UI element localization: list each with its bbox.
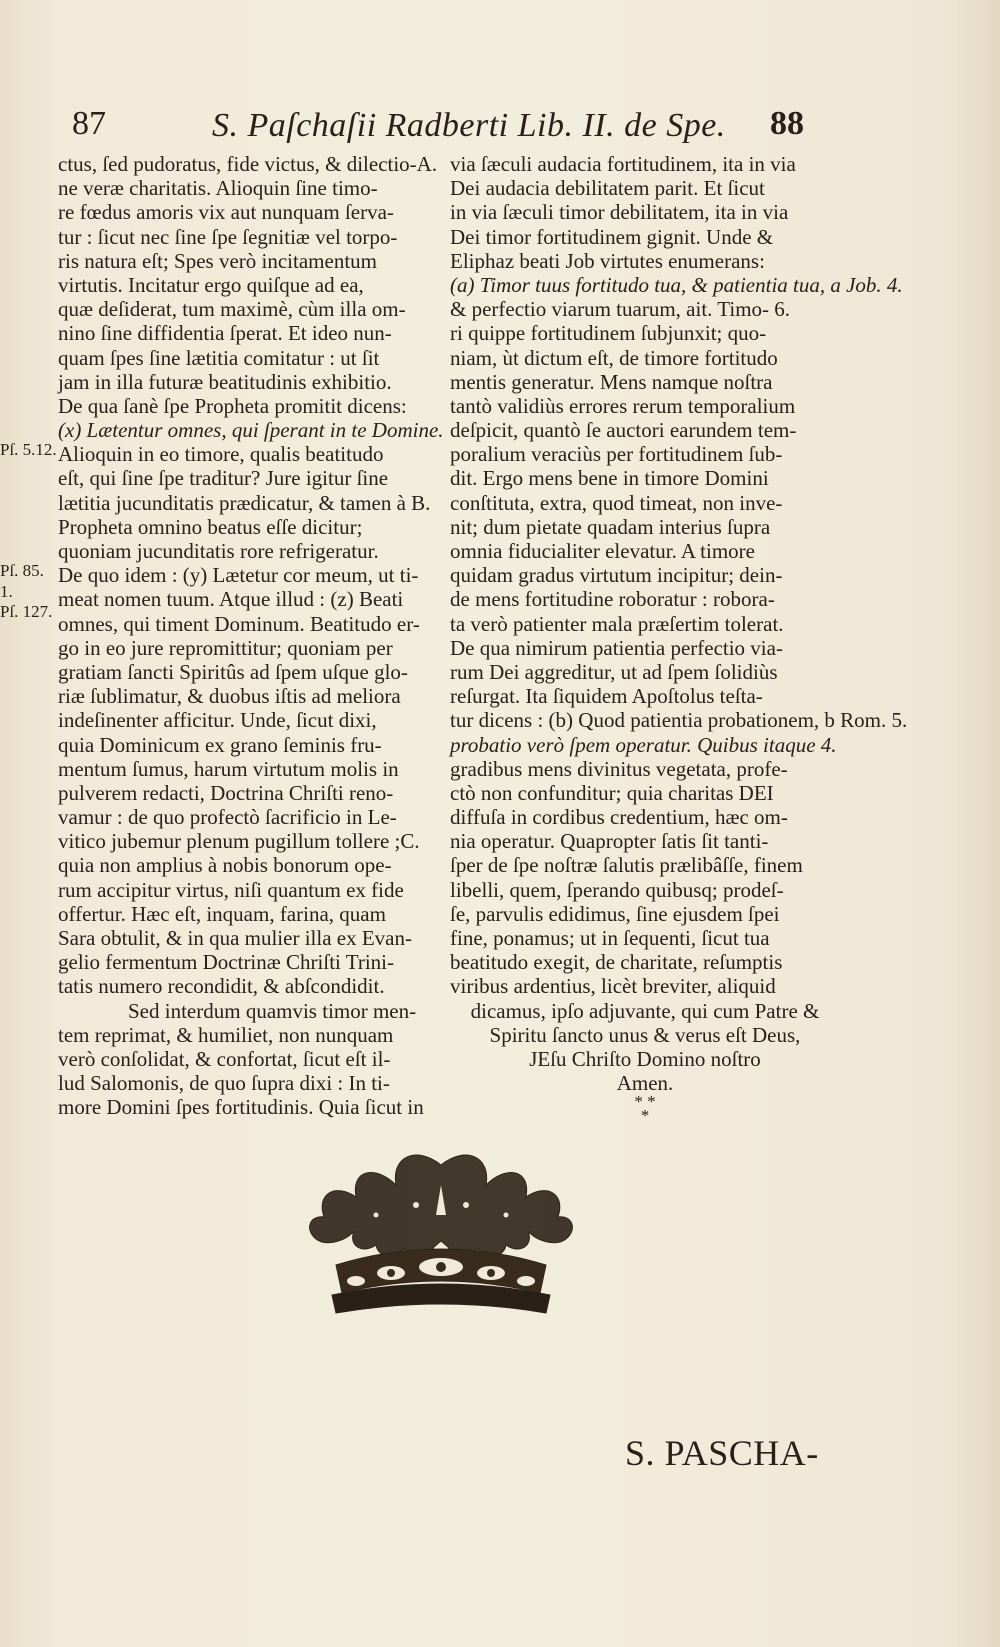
- text-line: vitico jubemur plenum pugillum tollere ;C.: [58, 829, 420, 854]
- text-line: ne veræ charitatis. Alioquin ſine timo-: [58, 176, 378, 201]
- text-line: vamur : de quo profectò ſacrificio in Le-: [58, 805, 397, 830]
- amen-line: Amen.: [616, 1071, 674, 1096]
- text-line: quam ſpes ſine lætitia comitatur : ut ſit: [58, 345, 380, 370]
- text-line: JEſu Chriſto Domino noſtro: [529, 1046, 761, 1071]
- page-header: [0, 105, 1000, 151]
- text-line: Dei audacia debilitatem parit. Et ſicut: [450, 176, 765, 201]
- text-line: ſe, parvulis edidimus, ſine ejusdem ſpei: [450, 901, 780, 926]
- text-line: tatis numero recondidit, & abſcondidit.: [58, 974, 385, 999]
- text-line: fine, ponamus; ut in ſequenti, ſicut tua: [450, 926, 770, 950]
- text-line: in via ſæculi timor debilitatem, ita in via: [450, 200, 789, 225]
- text-line: ctò non confunditur; quia charitas DEI: [450, 780, 774, 805]
- text-line: meat nomen tuum. Atque illud : (z) Beati: [58, 587, 404, 612]
- text-line: de mens fortitudine roboratur : robora-: [450, 587, 775, 612]
- right-text-column: [450, 152, 908, 1126]
- text-line: via ſæculi audacia fortitudinem, ita in via: [450, 152, 796, 176]
- text-line: tantò validiùs errores rerum temporalium: [450, 393, 796, 418]
- text-line: rum accipitur virtus, niſi quantum ex fide: [58, 877, 404, 902]
- text-line: ctus, ſed pudoratus, fide victus, & dilectio-A.: [58, 152, 438, 176]
- text-line: gratiam ſancti Spiritûs ad ſpem uſque glo-: [58, 659, 408, 684]
- text-line: verò conſolidat, & confortat, ſicut eſt il-: [58, 1046, 391, 1071]
- text-line: conſtituta, extra, quod timeat, non inve-: [450, 490, 783, 515]
- text-line: poralium veraciùs per fortitudinem ſub-: [450, 442, 783, 467]
- text-line: ta verò patienter mala præſertim tolerat.: [450, 611, 784, 636]
- text-line: deſpicit, quantò ſe auctori earundem tem-: [450, 418, 797, 443]
- text-line: (a) Timor tuus fortitudo tua, & patientia tua, a Job. 4.: [450, 272, 903, 297]
- text-line: gelio fermentum Doctrinæ Chriſti Trini-: [58, 950, 394, 975]
- text-line: riæ ſublimatur, & duobus iſtis ad meliora: [58, 684, 401, 709]
- text-line: tur dicens : (b) Quod patientia probationem, b Rom. 5.: [450, 708, 908, 733]
- text-line: tur : ſicut nec ſine ſpe ſegnitiæ vel torpo-: [58, 224, 398, 249]
- text-line: eſt, qui ſine ſpe traditur? Jure igitur ſine: [58, 466, 389, 491]
- text-line: quia non amplius à nobis bonorum ope-: [58, 853, 392, 878]
- catchword: S. PASCHA-: [625, 1433, 819, 1473]
- text-line: Eliphaz beati Job virtutes enumerans:: [450, 248, 765, 273]
- text-line: lud Salomonis, de quo ſupra dixi : In ti-: [58, 1071, 390, 1096]
- text-line: & perfectio viarum tuarum, ait. Timo- 6.: [450, 297, 791, 322]
- text-line: go in eo jure repromittitur; quoniam per: [58, 635, 393, 660]
- text-line: Propheta omnino beatus eſſe dicitur;: [58, 514, 363, 539]
- text-line: quæ deſiderat, tum maximè, cùm illa om-: [58, 297, 406, 322]
- text-line: viribus ardentius, licèt breviter, aliquid: [450, 974, 776, 999]
- text-line: diffuſa in cordibus credentium, hæc om-: [450, 805, 788, 830]
- text-line: ri quippe fortitudinem ſubjunxit; quo-: [450, 321, 767, 346]
- text-line: beatitudo exegit, de charitate, reſumptis: [450, 950, 783, 975]
- text-line: rum Dei aggreditur, ut ad ſpem ſolidiùs: [450, 659, 778, 684]
- text-line: dit. Ergo mens bene in timore Domini: [450, 466, 769, 491]
- text-line: Dei timor fortitudinem gignit. Unde &: [450, 224, 774, 249]
- text-line: De qua ſanè ſpe Propheta promitit dicens:: [58, 393, 407, 418]
- margin-note-psalm-5: Pſ. 5.12.: [0, 440, 57, 459]
- text-line: ris natura eſt; Spes verò incitamentum: [58, 248, 377, 273]
- text-line: quidam gradus virtutum incipitur; dein-: [450, 563, 783, 588]
- text-line: Sara obtulit, & in qua mulier illa ex Evan-: [58, 926, 412, 950]
- text-line: De qua nimirum patientia perfectio via-: [450, 635, 783, 660]
- text-line: reſurgat. Ita ſiquidem Apoſtolus teſta-: [450, 684, 763, 709]
- text-line: nino ſine diffidentia ſperat. Et ideo nun-: [58, 321, 392, 346]
- asterism-bottom: *: [640, 1106, 650, 1126]
- text-line: re fœdus amoris vix aut nunquam ſerva-: [58, 200, 394, 225]
- text-line: mentum ſumus, harum virtutum molis in: [58, 756, 399, 781]
- text-line: (x) Lætentur omnes, qui ſperant in te Domine.: [58, 418, 444, 443]
- text-line: nit; dum pietate quadam interius ſupra: [450, 514, 771, 539]
- running-title: S. Paſchaſii Radberti Lib. II. de Spe.: [212, 107, 726, 144]
- text-line: quoniam jucunditatis rore refrigeratur.: [58, 539, 379, 563]
- text-line: niam, ùt dictum eſt, de timore fortitudo: [450, 345, 778, 370]
- text-line: Alioquin in eo timore, qualis beatitudo: [58, 442, 384, 467]
- text-line: Spiritu ſancto unus & verus eſt Deus,: [489, 1022, 801, 1047]
- text-line: nia operatur. Quapropter ſatis ſit tanti-: [450, 829, 769, 854]
- text-line: tem reprimat, & humiliet, non nunquam: [58, 1022, 394, 1047]
- text-line: dicamus, ipſo adjuvante, qui cum Patre &: [470, 998, 820, 1023]
- text-line: libelli, quem, ſperando quibusq; prodeſ-: [450, 877, 784, 902]
- text-line: pulverem redacti, Doctrina Chriſti reno-: [58, 780, 394, 805]
- text-line: mentis generatur. Mens namque noſtra: [450, 369, 773, 394]
- text-line: De quo idem : (y) Lætetur cor meum, ut ti-: [58, 563, 419, 588]
- crown-fleuron-ornament: [296, 1145, 586, 1320]
- left-text-column: [58, 152, 453, 1120]
- text-line: omnes, qui timent Dominum. Beatitudo er-: [58, 611, 420, 636]
- text-line: more Domini ſpes fortitudinis. Quia ſicut in: [58, 1095, 424, 1120]
- text-line: quia Dominicum ex grano ſeminis fru-: [58, 732, 382, 757]
- text-line: virtutis. Incitatur ergo quiſque ad ea,: [58, 272, 364, 297]
- text-line: gradibus mens divinitus vegetata, profe-: [450, 756, 788, 781]
- right-page-number: 88: [770, 105, 804, 142]
- text-line: indeſinenter afficitur. Unde, ſicut dixi,: [58, 708, 377, 733]
- margin-note-psalm-85: Pſ. 85.: [0, 561, 44, 580]
- margin-note-psalm-85-verse: 1.: [0, 582, 13, 601]
- text-line: ſper de ſpe noſtræ ſalutis prælibâſſe, finem: [450, 853, 803, 878]
- text-line: lætitia jucunditatis prædicatur, & tamen à B.: [58, 490, 431, 515]
- text-line: probatio verò ſpem operatur. Quibus itaque 4.: [450, 732, 837, 757]
- paragraph-start-line: Sed interdum quamvis timor men-: [128, 998, 417, 1023]
- left-page-number: 87: [72, 105, 106, 142]
- text-line: jam in illa futuræ beatitudinis exhibitio.: [58, 369, 392, 394]
- text-line: omnia fiducialiter elevatur. A timore: [450, 539, 755, 563]
- text-line: offertur. Hæc eſt, inquam, farina, quam: [58, 901, 386, 926]
- margin-note-psalm-127: Pſ. 127.: [0, 602, 53, 621]
- asterism-top: * *: [634, 1092, 656, 1112]
